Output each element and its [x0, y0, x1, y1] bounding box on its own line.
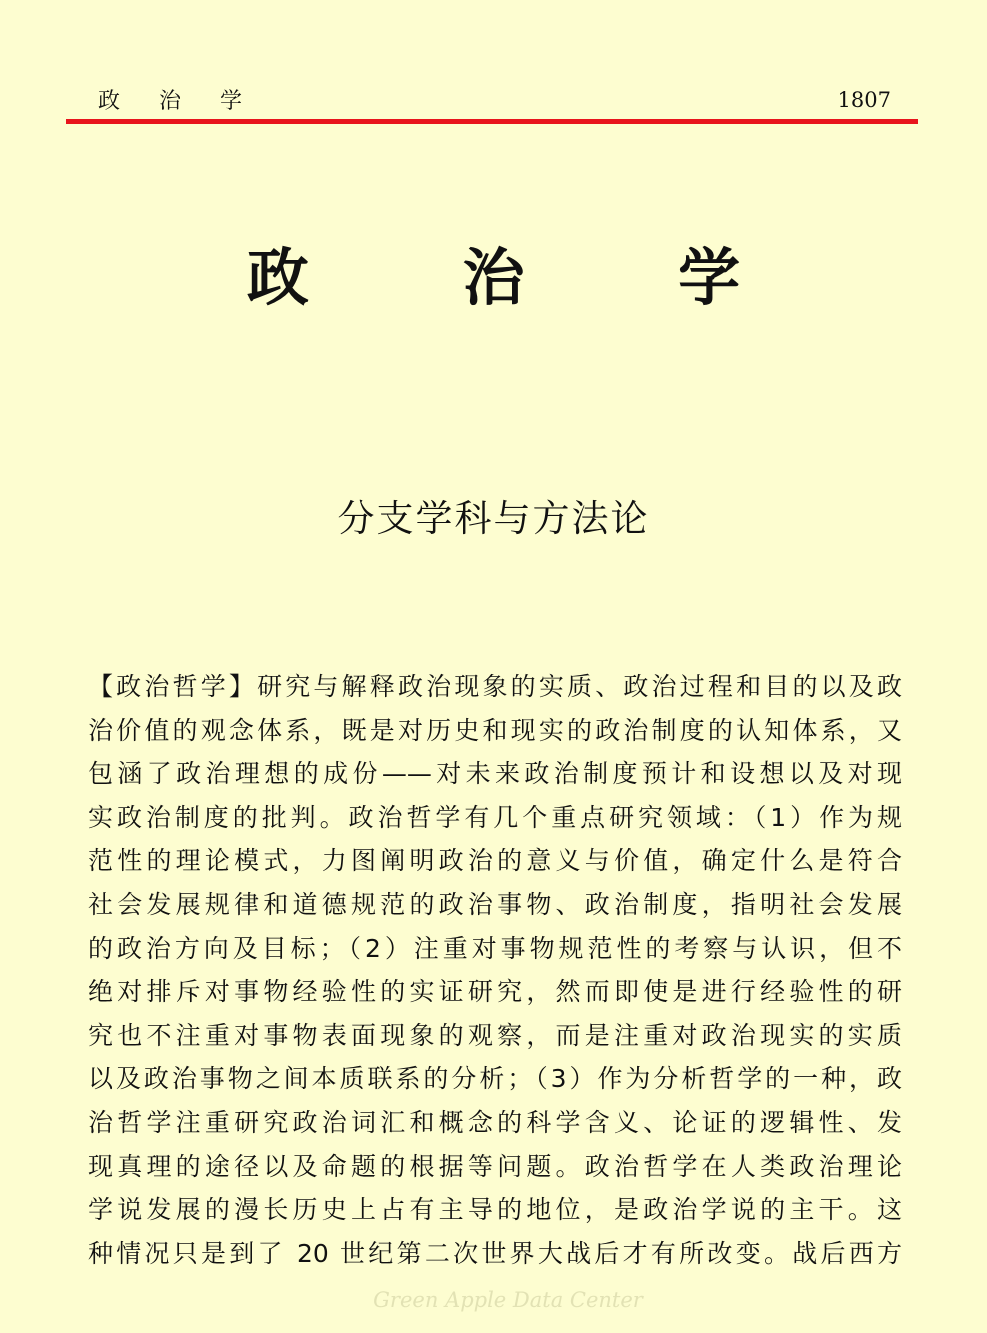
text-line: 范性的理论模式，力图阐明政治的意义与价值，确定什么是符合 — [88, 846, 902, 876]
text-line: 绝对排斥对事物经验性的实证研究，然而即使是进行经验性的研 — [88, 977, 902, 1007]
text-line: 现真理的途径以及命题的根据等问题。政治哲学在人类政治理论 — [88, 1151, 902, 1181]
text-line: 【政治哲学】研究与解释政治现象的实质、政治过程和目的以及政 — [88, 672, 902, 701]
text-line: 以及政治事物之间本质联系的分析；（3）作为分析哲学的一种，政 — [88, 1064, 902, 1094]
text-line: 治价值的观念体系，既是对历史和现实的政治制度的认知体系，又 — [88, 715, 902, 745]
text-line: 的政治方向及目标；（2）注重对事物规范性的考察与认识，但不 — [88, 933, 902, 963]
text-line: 社会发展规律和道德规范的政治事物、政治制度，指明社会发展 — [88, 889, 902, 919]
page-title: 政 治 学 — [246, 241, 807, 314]
header-rule — [66, 119, 918, 124]
page-number: 1807 — [837, 88, 891, 112]
text-line: 包涵了政治理想的成份——对未来政治制度预计和设想以及对现 — [88, 759, 902, 789]
text-line: 实政治制度的批判。政治哲学有几个重点研究领域：（1）作为规 — [88, 802, 902, 832]
text-line: 治哲学注重研究政治词汇和概念的科学含义、论证的逻辑性、发 — [88, 1107, 902, 1137]
text-line: 学说发展的漫长历史上占有主导的地位，是政治学说的主干。这 — [88, 1195, 902, 1225]
text-line: 究也不注重对事物表面现象的观察，而是注重对政治现实的实质 — [88, 1020, 902, 1050]
entry-body — [88, 665, 902, 1275]
text-line: 种情况只是到了 20 世纪第二次世界大战后才有所改变。战后西方 — [88, 1238, 902, 1268]
running-head: 政 治 学 — [98, 89, 258, 114]
watermark: Green Apple Data Center — [373, 1288, 643, 1312]
section-subtitle: 分支学科与方法论 — [337, 497, 650, 540]
